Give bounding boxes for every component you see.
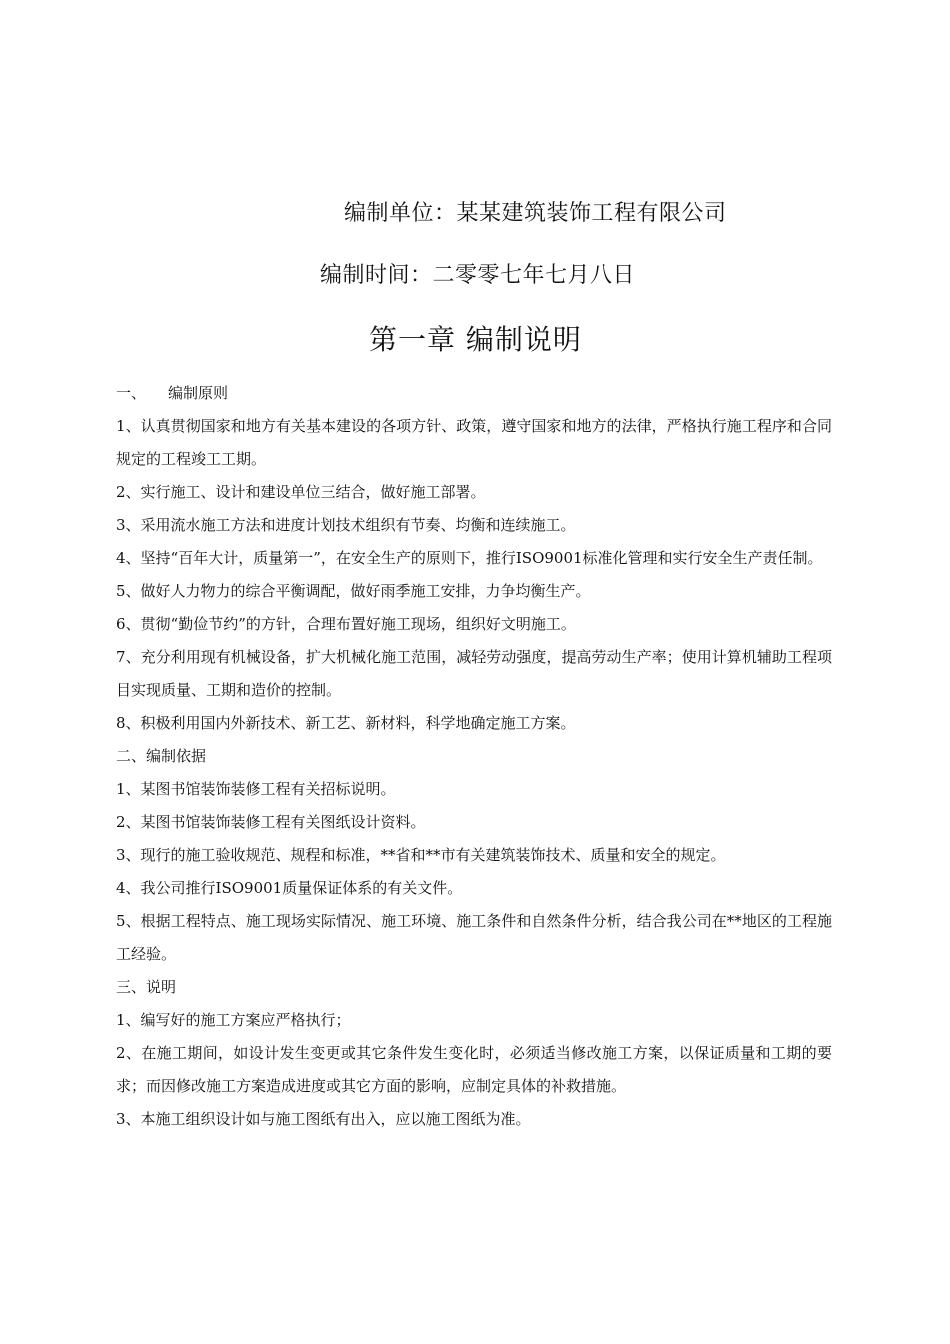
list-item: 1、认真贯彻国家和地方有关基本建设的各项方针、政策，遵守国家和地方的法律，严格执行施工程序和合同规定的工程竣工工期。 — [116, 417, 832, 468]
section-heading-basis: 二、编制依据 — [116, 747, 207, 765]
section-heading-text: 编制原则 — [168, 384, 229, 402]
section-heading-number: 一、 — [116, 384, 147, 402]
list-item: 8、积极利用国内外新技术、新工艺、新材料，科学地确定施工方案。 — [116, 714, 576, 732]
compiling-unit-line: 编制单位：某某建筑装饰工程有限公司 — [344, 201, 727, 226]
list-item: 6、贯彻“勤俭节约”的方针，合理布置好施工现场，组织好文明施工。 — [116, 615, 576, 633]
list-item: 1、某图书馆装饰装修工程有关招标说明。 — [116, 780, 396, 798]
list-item: 3、采用流水施工方法和进度计划技术组织有节奏、均衡和连续施工。 — [116, 516, 576, 534]
list-item: 3、本施工组织设计如与施工图纸有出入，应以施工图纸为准。 — [116, 1110, 531, 1128]
list-item: 2、某图书馆装饰装修工程有关图纸设计资料。 — [116, 813, 426, 831]
list-item: 3、现行的施工验收规范、规程和标准，**省和**市有关建筑装饰技术、质量和安全的规定。 — [116, 846, 726, 864]
list-item: 2、实行施工、设计和建设单位三结合，做好施工部署。 — [116, 483, 486, 501]
list-item: 2、在施工期间，如设计发生变更或其它条件发生变化时，必须适当修改施工方案，以保证质量和工期的要求；而因修改施工方案造成进度或其它方面的影响，应制定具体的补救措施。 — [116, 1044, 832, 1095]
list-item: 7、充分利用现有机械设备，扩大机械化施工范围，减轻劳动强度，提高劳动生产率；使用计算机辅助工程项目实现质量、工期和造价的控制。 — [116, 648, 832, 699]
compiling-date-line: 编制时间：二零零七年七月八日 — [320, 263, 636, 288]
list-item: 1、编写好的施工方案应严格执行； — [116, 1011, 351, 1029]
chapter-title: 第一章 编制说明 — [369, 323, 582, 356]
section-heading-principles — [116, 377, 832, 410]
list-item: 4、坚持“百年大计，质量第一”，在安全生产的原则下，推行ISO9001标准化管理和实行安全生产责任制。 — [116, 549, 823, 567]
list-item: 4、我公司推行ISO9001质量保证体系的有关文件。 — [116, 879, 463, 897]
document-body — [116, 377, 832, 1136]
list-item: 5、根据工程特点、施工现场实际情况、施工环境、施工条件和自然条件分析，结合我公司在**地区的工程施工经验。 — [116, 912, 832, 963]
list-item: 5、做好人力物力的综合平衡调配，做好雨季施工安排，力争均衡生产。 — [116, 582, 591, 600]
section-heading-notes: 三、说明 — [116, 978, 177, 996]
